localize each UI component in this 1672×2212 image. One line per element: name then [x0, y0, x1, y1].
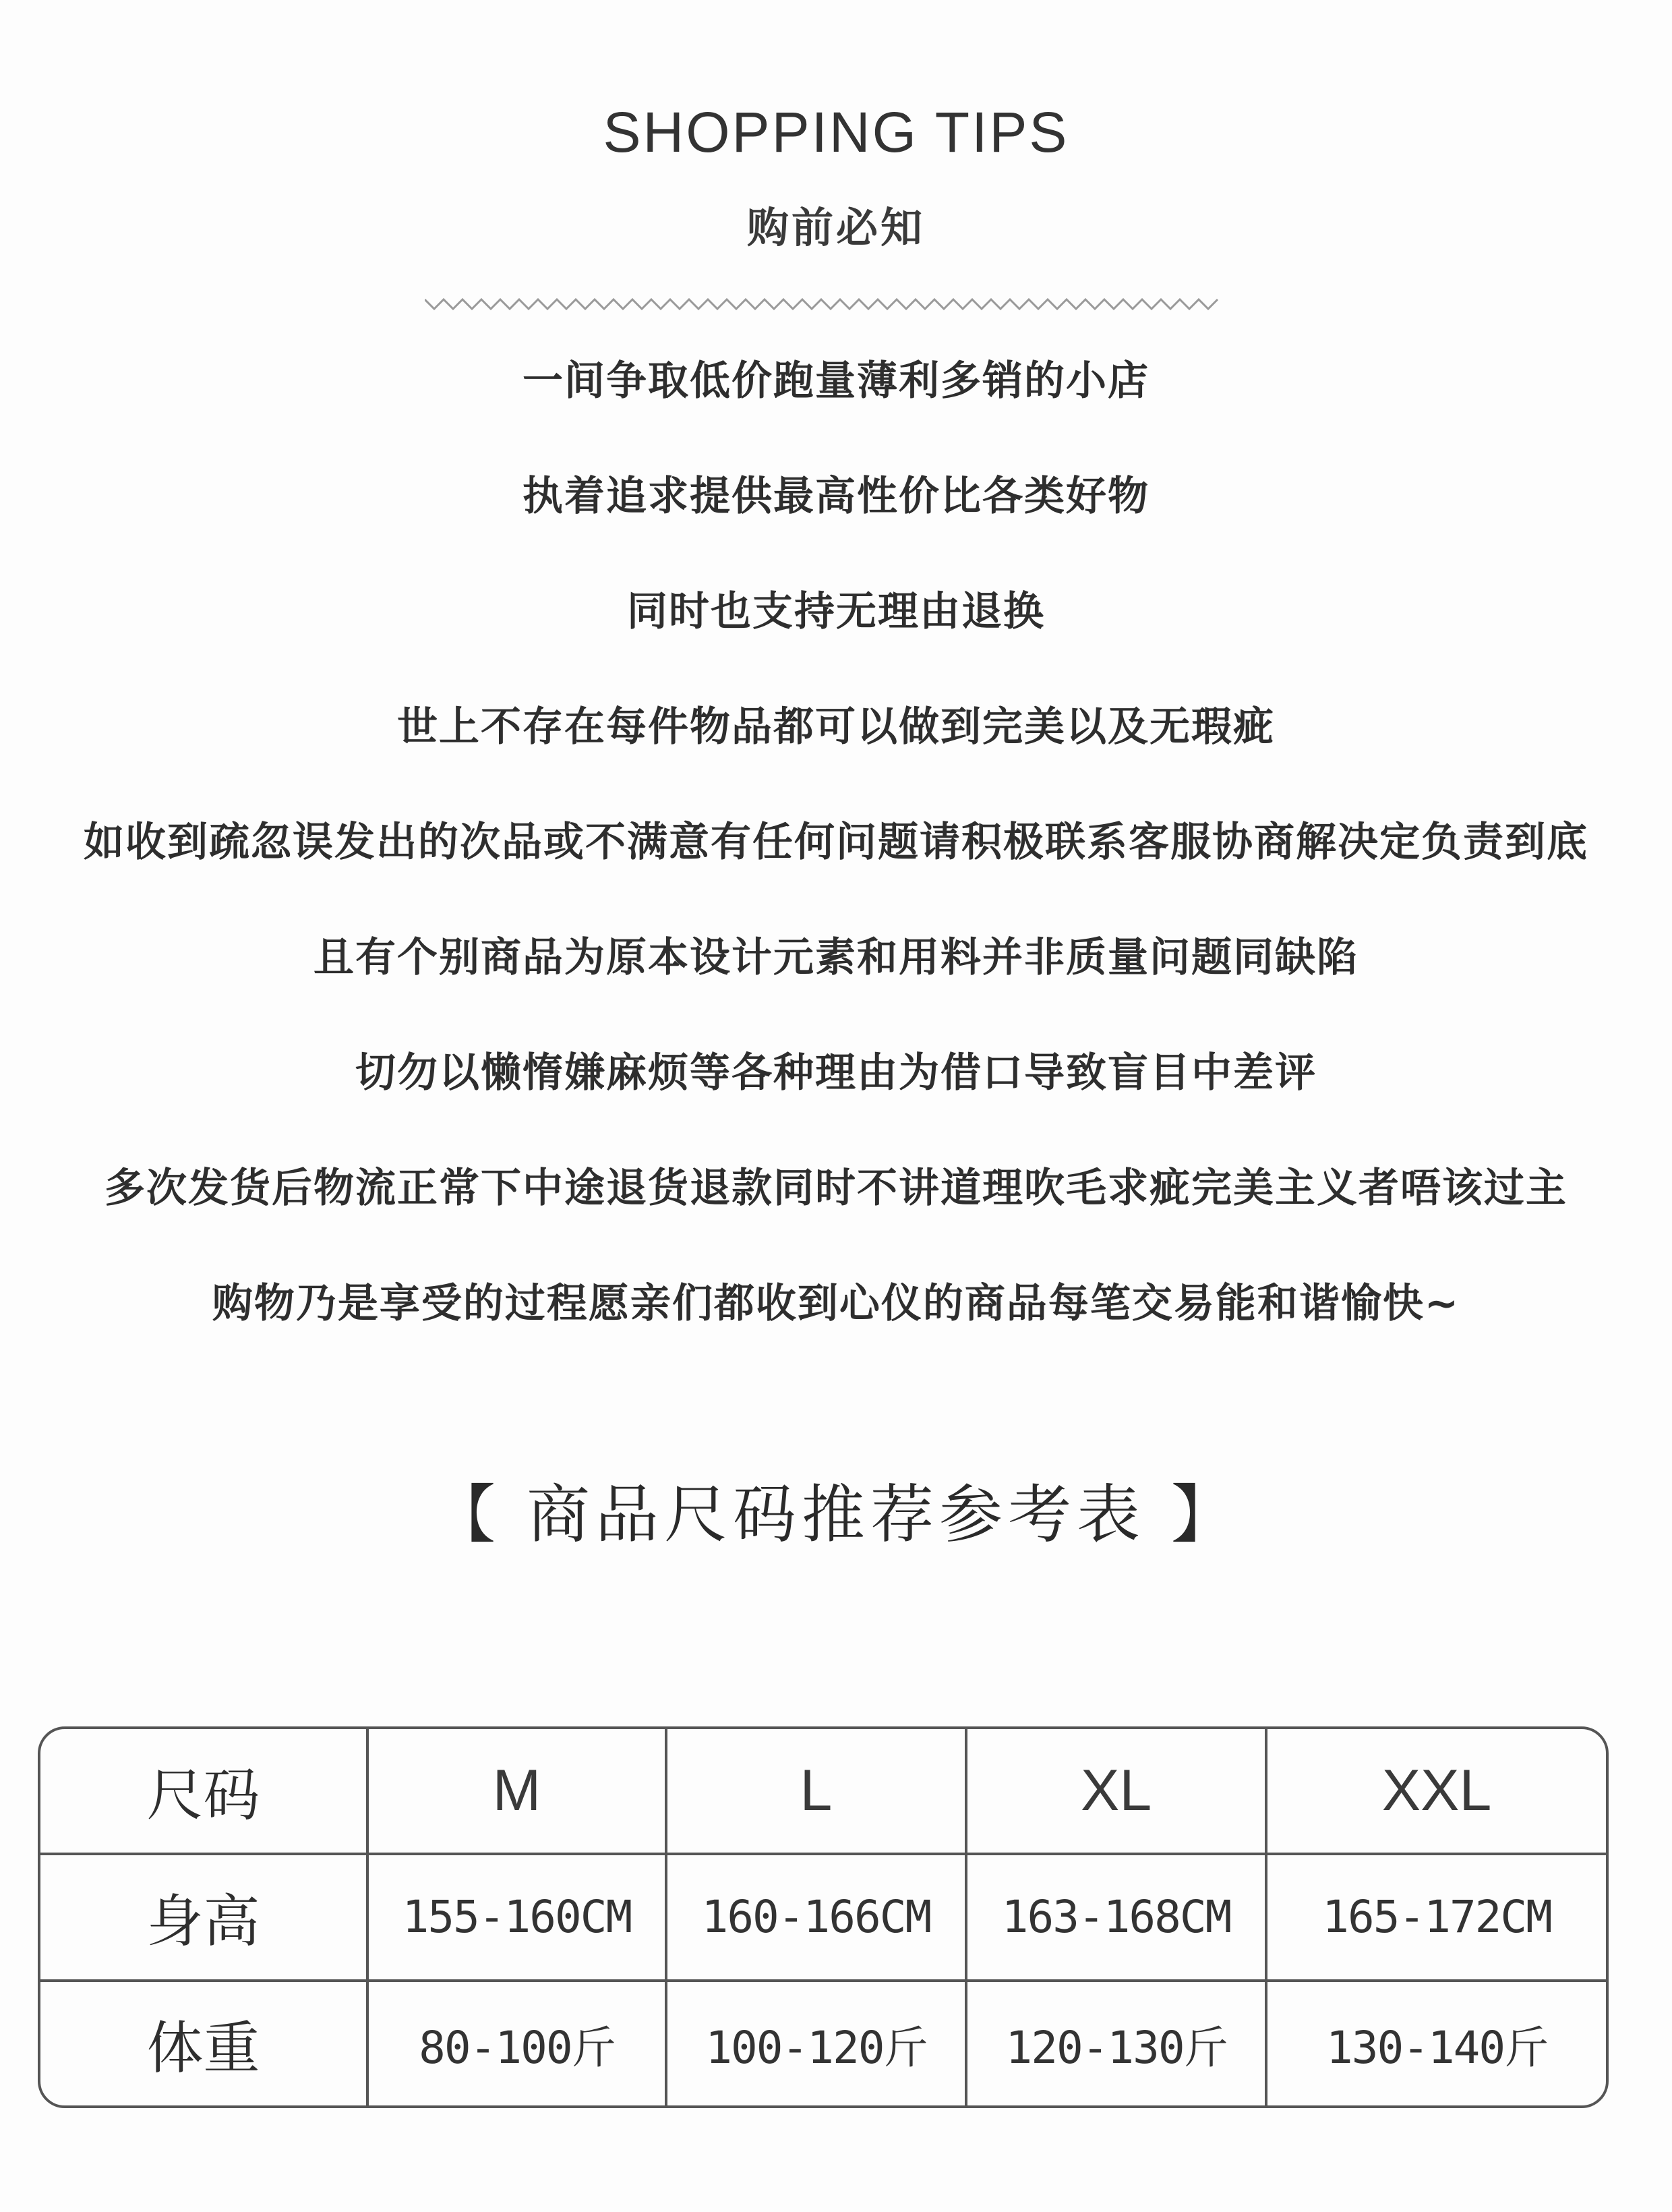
size-chart-title: 【 商品尺码推荐参考表 】 — [432, 1478, 1240, 1552]
table-cell: 163-168CM — [966, 1854, 1266, 1981]
table-cell: 165-172CM — [1266, 1854, 1606, 1981]
page-title: SHOPPING TIPS — [603, 100, 1069, 164]
tip-line: 购物乃是享受的过程愿亲们都收到心仪的商品每笔交易能和谐愉快~ — [212, 1280, 1460, 1327]
tip-line: 多次发货后物流正常下中途退货退款同时不讲道理吹毛求疵完美主义者唔该过主 — [104, 1165, 1568, 1212]
tip-line: 切勿以懒惰嫌麻烦等各种理由为借口导致盲目中差评 — [355, 1049, 1317, 1097]
column-header-m: M — [367, 1729, 666, 1854]
wavy-divider — [425, 294, 1220, 314]
table-cell: 120-130斤 — [966, 1981, 1266, 2105]
column-header-xxl: XXL — [1266, 1729, 1606, 1854]
table-header-row — [40, 1729, 1606, 1854]
tip-line: 世上不存在每件物品都可以做到完美以及无瑕疵 — [397, 703, 1275, 751]
table-cell: 130-140斤 — [1326, 2021, 1548, 2074]
tip-line: 一间争取低价跑量薄利多销的小店 — [522, 357, 1150, 405]
size-chart-table — [38, 1726, 1609, 2108]
tip-line: 如收到疏忽误发出的次品或不满意有任何问题请积极联系客服协商解决定负责到底 — [84, 819, 1588, 866]
table-cell: 160-166CM — [666, 1854, 966, 1981]
table-cell: 80-100斤 — [367, 1981, 666, 2105]
page-subtitle: 购前必知 — [746, 203, 925, 252]
table-row — [40, 1981, 1606, 2105]
tip-line: 执着追求提供最高性价比各类好物 — [522, 473, 1150, 520]
column-header-l: L — [666, 1729, 966, 1854]
column-header-xl: XL — [966, 1729, 1266, 1854]
table-cell: 155-160CM — [367, 1854, 666, 1981]
table-cell: 100-120斤 — [666, 1981, 966, 2105]
column-header-size: 尺码 — [40, 1729, 367, 1854]
tip-line: 同时也支持无理由退换 — [627, 588, 1045, 635]
tip-line: 且有个别商品为原本设计元素和用料并非质量问题同缺陷 — [314, 934, 1358, 981]
row-header-height: 身高 — [40, 1854, 367, 1981]
tips-list — [0, 351, 1672, 1389]
table-row — [40, 1854, 1606, 1981]
row-header-weight: 体重 — [40, 1981, 367, 2105]
